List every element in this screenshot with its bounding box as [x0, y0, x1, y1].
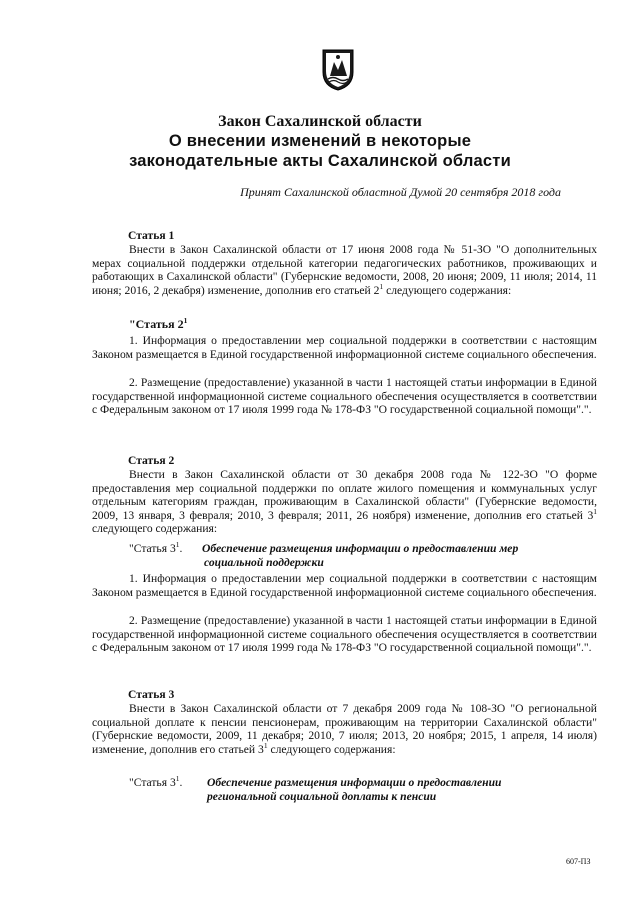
article-2-quote-title-line2: социальной поддержки [204, 556, 324, 569]
article-1-heading: Статья 1 [128, 229, 175, 242]
article-1-intro: Внести в Закон Сахалинской области от 17 июня 2008 года № 51-ЗО "О дополнительных мерах социальной поддержки отдельной категории педагогических работников, проживающих и работающих в Сахалинской области" (Губернские ведомости, 2008, 20 июня; 2009, 11 июля; 2014, 11 июня; 2016, 2 декабря) изменение, дополнив его статьей $2^1$ следующего содержания: [92, 243, 597, 297]
law-title: Закон Сахалинской области [218, 113, 422, 130]
article-1-paragraph-1: 1. Информация о предоставлении мер социальной поддержки в соответствии с настоящим Законом размещается в Единой государственной информационной системе социального обеспечения. [92, 334, 597, 361]
article-2-intro: Внести в Закон Сахалинской области от 30 декабря 2008 года № 122-ЗО "О форме предоставления мер социальной поддержки по оплате жилого помещения и коммунальных услуг отдельным категориям граждан, проживающим в Сахалинской области" (Губернские ведомости, 2009, 13 января, 3 февраля; 2010, 3 февраля; 2011, 26 ноября) изменение, дополнив его статьей $3^1$ следующего содержания: [92, 468, 597, 535]
article-2-quote-title-line1: Обеспечение размещения информации о предоставлении мер [202, 542, 519, 555]
article-3-heading: Статья 3 [128, 688, 175, 701]
adoption-note: Принят Сахалинской областной Думой 20 сентября 2018 года [240, 185, 561, 199]
law-subtitle-line2: законодательные акты Сахалинской области [129, 152, 511, 170]
article-2-paragraph-2: 2. Размещение (предоставление) указанной в части 1 настоящей статьи информации в Единой государственной информационной системе социального обеспечения осуществляется в соответствии с Федеральным законом от 17 июля 1999 года № 178-ФЗ "О государственной социальной помощи".". [92, 614, 597, 654]
article-1-paragraph-2: 2. Размещение (предоставление) указанной в части 1 настоящей статьи информации в Единой государственной информационной системе социального обеспечения осуществляется в соответствии с Федеральным законом от 17 июля 1999 года № 178-ФЗ "О государственной социальной помощи".". [92, 376, 597, 416]
article-2-quote-prefix: "Статья $3^1$. [129, 540, 183, 555]
article-3-quote-prefix: "Статья $3^1$. [129, 774, 183, 789]
article-3-intro: Внести в Закон Сахалинской области от 7 декабря 2009 года № 108-ЗО "О региональной социальной доплате к пенсии пенсионерам, проживающим на территории Сахалинской области" (Губернские ведомости, 2009, 11 декабря; 2010, 7 июля; 2013, 20 ноября; 2015, 1 апреля, 14 июля) изменение, дополнив его статьей $3^1$ следующего содержания: [92, 702, 597, 756]
law-subtitle-line1: О внесении изменений в некоторые [168, 132, 472, 150]
article-2-heading: Статья 2 [128, 454, 175, 467]
article-3-quote-title-line1: Обеспечение размещения информации о предоставлении [207, 776, 502, 789]
coat-of-arms-icon [320, 46, 356, 92]
document-code: 607-ПЗ [566, 857, 591, 866]
article-2-paragraph-1: 1. Информация о предоставлении мер социальной поддержки в соответствии с настоящим Законом размещается в Единой государственной информационной системе социального обеспечения. [92, 572, 597, 599]
article-1-quote-heading: "Статья $2^1$ [129, 316, 188, 331]
article-3-quote-title-line2: региональной социальной доплаты к пенсии [207, 790, 437, 803]
